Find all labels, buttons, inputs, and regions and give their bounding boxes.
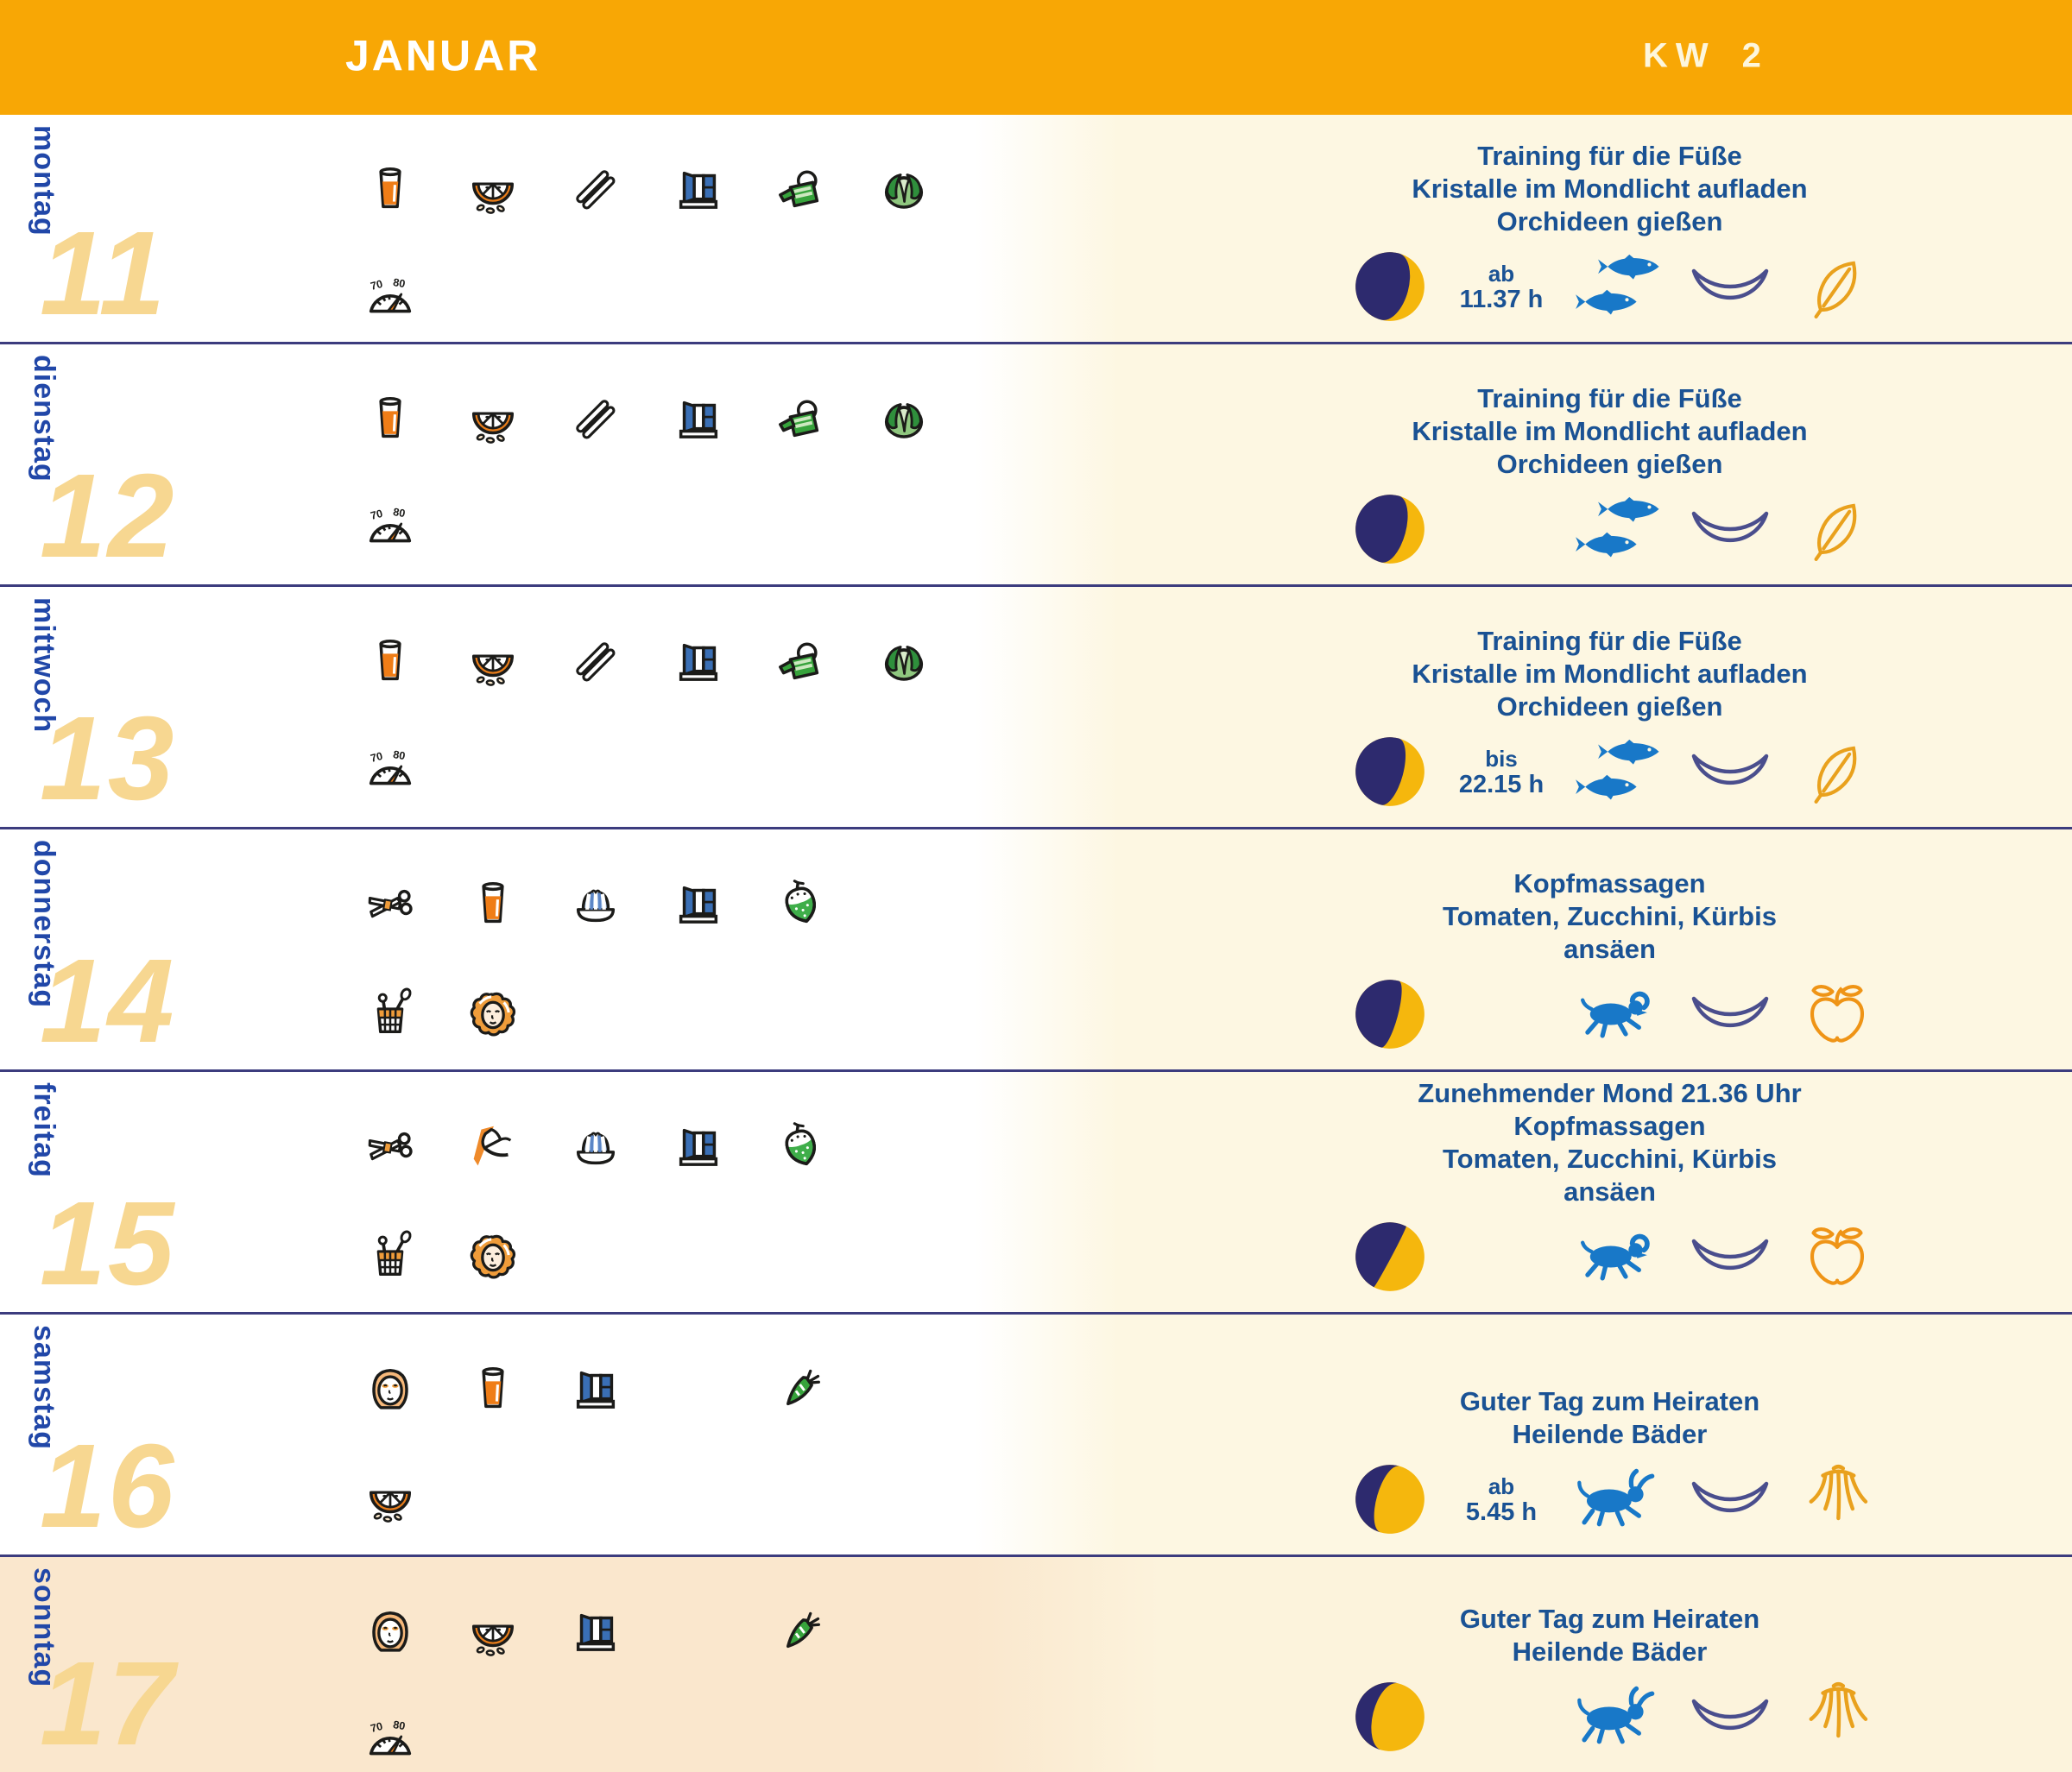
advice-line: Kopfmassagen: [1513, 868, 1706, 899]
jelly-icon: [558, 863, 634, 946]
icon-cell: [852, 365, 955, 474]
zodiac-taurus-icon: [1566, 1681, 1665, 1752]
day-name: montag: [28, 125, 60, 236]
moon-descending-icon: [1687, 1230, 1773, 1283]
icon-cell: [749, 1335, 852, 1444]
day-number: 12: [40, 450, 176, 583]
svg-text:70: 70: [369, 1719, 384, 1735]
scale-icon: [352, 1699, 428, 1772]
moon-sign-time: [1437, 261, 1566, 312]
zodiac-pisces-icon: [1566, 494, 1665, 564]
advice-line: Zunehmender Mond 21.36 Uhr: [1418, 1078, 1802, 1108]
advice-notes: [1040, 140, 2068, 238]
astro-symbols: [1040, 245, 2068, 328]
plant-leaf-icon: [1799, 734, 1875, 810]
advice-line: Kristalle im Mondlicht aufladen: [1412, 416, 1808, 446]
day-row-samstag-16: [0, 1312, 2072, 1554]
icon-cell: [338, 474, 441, 583]
plant-root-icon: [1799, 1461, 1875, 1537]
moon-phase-icon: [1350, 732, 1430, 811]
time-value: 22.15 h: [1458, 771, 1545, 798]
activity-icons: [338, 136, 955, 353]
window-icon: [660, 148, 736, 231]
icon-cell: [338, 1201, 441, 1310]
icon-cell: [544, 608, 647, 716]
moon-phase-icon: [1350, 247, 1430, 326]
juice-glass-icon: [352, 621, 428, 703]
advice-panel: [1040, 344, 2068, 584]
window-icon: [660, 378, 736, 461]
window-icon: [660, 1106, 736, 1189]
moon-descending-icon: [1687, 1472, 1773, 1526]
watering-can-icon: [763, 621, 839, 703]
day-name: dienstag: [28, 355, 60, 482]
day-row-donnerstag-14: [0, 827, 2072, 1069]
day-row-freitag-15: [0, 1069, 2072, 1312]
carrot-icon: [763, 1348, 839, 1431]
window-icon: [660, 621, 736, 703]
advice-line: Orchideen gießen: [1496, 449, 1723, 479]
icon-cell: [749, 136, 852, 244]
advice-panel: [1040, 115, 2068, 342]
svg-text:80: 80: [391, 1718, 406, 1733]
astro-symbols: [1040, 730, 2068, 813]
moon-phase-icon: [1350, 1460, 1430, 1539]
advice-panel: [1040, 1557, 2068, 1772]
icon-cell: [338, 608, 441, 716]
astro-symbols: [1040, 1675, 2068, 1758]
advice-line: Heilende Bäder: [1512, 1636, 1708, 1667]
advice-notes: [1040, 867, 2068, 966]
window-icon: [558, 1348, 634, 1431]
icon-cell: [544, 1093, 647, 1201]
svg-text:70: 70: [369, 507, 384, 522]
moon-phase-icon: [1350, 974, 1430, 1054]
day-name: donnerstag: [28, 840, 60, 1009]
activity-icons: [338, 365, 955, 583]
icon-cell: [338, 365, 441, 474]
advice-line: ansäen: [1563, 934, 1656, 964]
icon-cell: [544, 1578, 647, 1687]
scissors-icon: [352, 863, 428, 946]
icon-cell: [544, 850, 647, 959]
week-label: KW: [1643, 36, 1716, 75]
icon-cell: [338, 244, 441, 353]
cabbage-icon: [866, 378, 942, 461]
hair-icon: [455, 972, 531, 1055]
icon-cell: [441, 1201, 544, 1310]
icon-cell: [338, 1578, 441, 1687]
juice-glass-icon: [352, 378, 428, 461]
orange-slice-icon: [455, 148, 531, 231]
watering-can-icon: [763, 148, 839, 231]
strawberry-icon: [763, 863, 839, 946]
scale-icon: [352, 257, 428, 340]
icon-cell: [338, 716, 441, 825]
icon-cell: [749, 365, 852, 474]
day-row-sonntag-17: [0, 1554, 2072, 1772]
sauna-bucket-icon: [352, 972, 428, 1055]
icon-cell: [647, 365, 749, 474]
sauna-bucket-icon: [352, 1214, 428, 1297]
moon-descending-icon: [1687, 502, 1773, 556]
day-row-montag-11: [0, 115, 2072, 342]
moon-sign-time: [1437, 1473, 1566, 1525]
day-number: 17: [40, 1637, 176, 1770]
day-row-mittwoch-13: [0, 584, 2072, 827]
moon-phase-icon: [1350, 489, 1430, 569]
icon-cell: [544, 365, 647, 474]
moon-sign-time: [1437, 746, 1566, 798]
header-bar: [0, 0, 2072, 115]
icon-cell: [749, 1578, 852, 1687]
window-icon: [558, 1591, 634, 1674]
icon-cell: [544, 136, 647, 244]
advice-line: Training für die Füße: [1477, 383, 1742, 413]
day-number: 11: [40, 207, 167, 340]
icon-cell: [749, 850, 852, 959]
advice-panel: [1040, 587, 2068, 827]
icon-cell: [441, 850, 544, 959]
advice-line: Heilende Bäder: [1512, 1419, 1708, 1449]
advice-line: Orchideen gießen: [1496, 691, 1723, 722]
icon-cell: [749, 608, 852, 716]
strawberry-icon: [763, 1106, 839, 1189]
plant-root-icon: [1799, 1679, 1875, 1755]
icon-cell: [338, 1093, 441, 1201]
day-row-dienstag-12: [0, 342, 2072, 584]
advice-notes: [1040, 1077, 2068, 1208]
icon-cell: [441, 608, 544, 716]
advice-line: Training für die Füße: [1477, 626, 1742, 656]
day-name: mittwoch: [28, 597, 60, 734]
advice-notes: [1040, 1385, 2068, 1451]
advice-line: Kopfmassagen: [1513, 1111, 1706, 1141]
plant-fruit-icon: [1799, 976, 1875, 1052]
jelly-icon: [558, 1106, 634, 1189]
time-prefix: bis: [1485, 746, 1518, 772]
watering-can-icon: [763, 378, 839, 461]
scale-icon: [352, 487, 428, 570]
juice-glass-icon: [455, 863, 531, 946]
juice-glass-icon: [455, 1348, 531, 1431]
time-prefix: ab: [1488, 1473, 1515, 1499]
activity-icons: [338, 1335, 955, 1553]
activity-icons: [338, 850, 955, 1068]
clothespin-icon: [558, 621, 634, 703]
activity-icons: [338, 608, 955, 825]
astro-symbols: [1040, 973, 2068, 1056]
astro-symbols: [1040, 1458, 2068, 1541]
scale-icon: [352, 729, 428, 812]
zodiac-aries-icon: [1566, 979, 1665, 1050]
day-number: 16: [40, 1420, 176, 1553]
icon-cell: [338, 1444, 441, 1553]
icon-cell: [544, 1335, 647, 1444]
icon-cell: [647, 608, 749, 716]
day-number: 15: [40, 1177, 176, 1310]
icon-cell: [852, 608, 955, 716]
advice-line: Guter Tag zum Heiraten: [1459, 1386, 1760, 1416]
activity-icons: [338, 1578, 955, 1772]
cabbage-icon: [866, 148, 942, 231]
advice-panel: [1040, 829, 2068, 1069]
face-mask-icon: [352, 1348, 428, 1431]
face-mask-icon: [352, 1591, 428, 1674]
icon-cell: [338, 1687, 441, 1772]
advice-panel: [1040, 1072, 2068, 1312]
clothespin-icon: [558, 148, 634, 231]
svg-text:80: 80: [391, 276, 406, 291]
svg-text:70: 70: [369, 749, 384, 765]
astro-symbols: [1040, 1215, 2068, 1298]
moon-descending-icon: [1687, 987, 1773, 1041]
icon-cell: [647, 1093, 749, 1201]
scissors-icon: [352, 1106, 428, 1189]
icon-cell: [338, 136, 441, 244]
time-value: 11.37 h: [1459, 286, 1544, 313]
icon-cell: [338, 959, 441, 1068]
time-prefix: ab: [1488, 261, 1515, 287]
icon-cell: [441, 1093, 544, 1201]
orange-slice-icon: [455, 378, 531, 461]
icon-cell: [441, 136, 544, 244]
juice-glass-icon: [352, 148, 428, 231]
plant-fruit-icon: [1799, 1219, 1875, 1295]
month-title: JANUAR: [345, 31, 541, 80]
moon-descending-icon: [1687, 260, 1773, 313]
day-name: freitag: [28, 1082, 60, 1178]
advice-line: Tomaten, Zucchini, Kürbis: [1443, 901, 1777, 931]
icon-cell: [647, 136, 749, 244]
advice-notes: [1040, 1603, 2068, 1668]
svg-text:80: 80: [391, 506, 406, 520]
day-name: samstag: [28, 1325, 60, 1450]
hair-icon: [455, 1214, 531, 1297]
orange-slice-icon: [455, 621, 531, 703]
week-rows: [0, 115, 2072, 1772]
activity-icons: [338, 1093, 955, 1310]
advice-panel: [1040, 1315, 2068, 1554]
carrot-icon: [763, 1591, 839, 1674]
svg-text:70: 70: [369, 277, 384, 293]
icon-cell: [338, 1335, 441, 1444]
icon-cell: [441, 959, 544, 1068]
plant-leaf-icon: [1799, 491, 1875, 567]
day-name: sonntag: [28, 1567, 60, 1688]
orange-slice-icon: [352, 1457, 428, 1540]
week-indicator: [1643, 36, 1761, 75]
plant-leaf-icon: [1799, 249, 1875, 325]
svg-text:80: 80: [391, 748, 406, 763]
icon-cell: [441, 365, 544, 474]
advice-line: Kristalle im Mondlicht aufladen: [1412, 173, 1808, 204]
advice-line: Kristalle im Mondlicht aufladen: [1412, 659, 1808, 689]
icon-cell: [338, 850, 441, 959]
moon-phase-icon: [1350, 1677, 1430, 1756]
advice-line: Training für die Füße: [1477, 141, 1742, 171]
zodiac-aries-icon: [1566, 1221, 1665, 1292]
icon-cell: [441, 1335, 544, 1444]
day-number: 13: [40, 692, 176, 825]
advice-line: Orchideen gießen: [1496, 206, 1723, 236]
zodiac-taurus-icon: [1566, 1464, 1665, 1535]
razor-icon: [455, 1106, 531, 1189]
advice-line: Tomaten, Zucchini, Kürbis: [1443, 1144, 1777, 1174]
window-icon: [660, 863, 736, 946]
advice-notes: [1040, 382, 2068, 481]
moon-descending-icon: [1687, 745, 1773, 798]
moon-phase-icon: [1350, 1217, 1430, 1296]
orange-slice-icon: [455, 1591, 531, 1674]
zodiac-pisces-icon: [1566, 251, 1665, 322]
icon-cell: [749, 1093, 852, 1201]
advice-line: Guter Tag zum Heiraten: [1459, 1604, 1760, 1634]
icon-cell: [441, 1578, 544, 1687]
advice-line: ansäen: [1563, 1176, 1656, 1207]
icon-cell: [647, 850, 749, 959]
zodiac-pisces-icon: [1566, 736, 1665, 807]
icon-cell: [852, 136, 955, 244]
moon-descending-icon: [1687, 1690, 1773, 1744]
day-number: 14: [40, 935, 176, 1068]
week-number: 2: [1741, 36, 1761, 75]
cabbage-icon: [866, 621, 942, 703]
astro-symbols: [1040, 488, 2068, 571]
time-value: 5.45 h: [1465, 1498, 1538, 1526]
clothespin-icon: [558, 378, 634, 461]
advice-notes: [1040, 625, 2068, 723]
